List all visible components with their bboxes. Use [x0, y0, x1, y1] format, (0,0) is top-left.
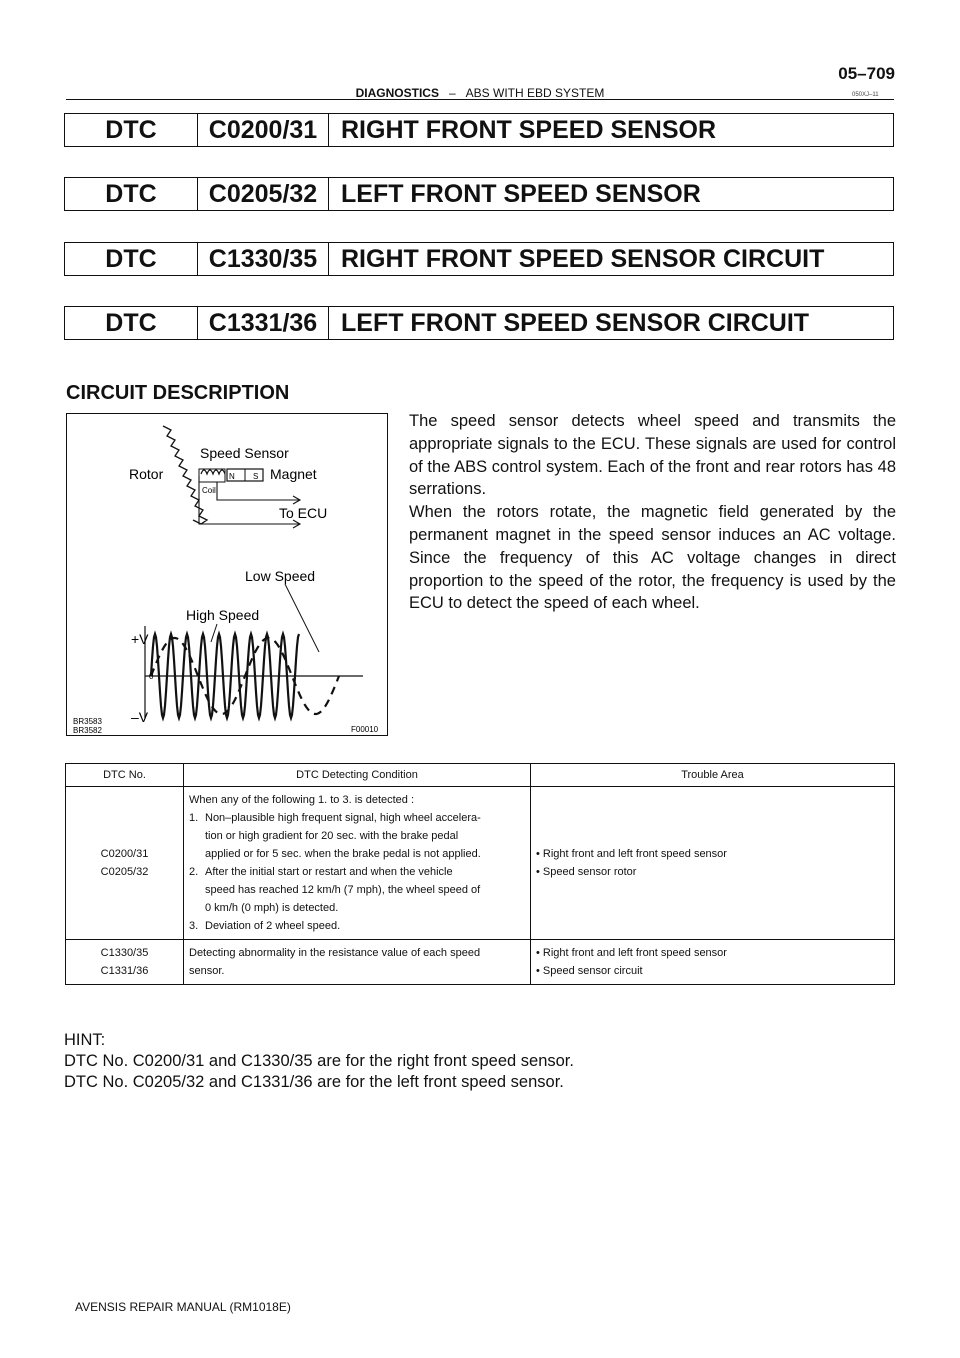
condition-text: Non–plausible high frequent signal, high wheel accelera-	[205, 812, 481, 824]
hint-line: DTC No. C0205/32 and C1331/36 are for the left front speed sensor.	[64, 1073, 564, 1091]
header-rule	[66, 99, 894, 100]
trouble-area-cell	[531, 787, 895, 940]
header-dtc-no: DTC No.	[66, 764, 184, 787]
dtc-title-box	[64, 306, 894, 340]
coil-label: Coil	[202, 486, 216, 495]
condition-text: sensor.	[189, 965, 225, 977]
to-ecu-label: To ECU	[279, 505, 328, 521]
condition-number: 2.	[189, 866, 199, 878]
footer-manual-title: AVENSIS REPAIR MANUAL (RM1018E)	[75, 1300, 291, 1314]
condition-text: After the initial start or restart and when the vehicle	[205, 866, 453, 878]
negative-voltage-label: –V	[131, 709, 149, 725]
figure-ref-2: BR3582	[73, 726, 102, 735]
table-row	[66, 787, 895, 940]
dtc-code: C1330/35	[198, 243, 329, 275]
description-paragraph: The speed sensor detects wheel speed and transmits the appropriate signals to the ECU. These signals are used for control of the ABS control system. Each of the front and rear rotors has 48 serrations.	[409, 412, 896, 499]
dtc-code: C1330/35	[100, 947, 149, 959]
condition-intro: When any of the following 1. to 3. is detected :	[189, 794, 415, 806]
condition-text: Detecting abnormality in the resistance value of each speed	[189, 947, 481, 959]
dtc-code: C0200/31	[198, 114, 329, 146]
condition-text: tion or high gradient for 20 sec. with the brake pedal	[205, 830, 459, 842]
positive-voltage-label: +V	[131, 631, 149, 647]
document-code: 050XJ–11	[852, 92, 879, 98]
page-number: 05–709	[838, 64, 895, 83]
condition-item	[189, 917, 525, 935]
zero-label: 0	[149, 672, 154, 681]
header-section: DIAGNOSTICS	[355, 86, 439, 100]
low-speed-label: Low Speed	[245, 568, 316, 584]
dtc-code: C0205/32	[198, 178, 329, 210]
speed-sensor-figure	[66, 413, 388, 736]
header-subsection: ABS WITH EBD SYSTEM	[465, 86, 605, 100]
hint-block	[64, 1030, 574, 1093]
dtc-code: C1331/36	[198, 307, 329, 339]
condition-text: speed has reached 12 km/h (7 mph), the wheel speed of	[205, 884, 481, 896]
dtc-label: DTC	[65, 114, 198, 146]
dtc-title-box	[64, 242, 894, 276]
dtc-codes-cell	[66, 787, 184, 940]
rotor-label: Rotor	[129, 466, 164, 482]
figure-ref-1: BR3583	[73, 717, 102, 726]
dtc-title-box	[64, 177, 894, 211]
magnet-label: Magnet	[270, 466, 317, 482]
description-paragraph: When the rotors rotate, the magnetic field generated by the permanent magnet in the speed sensor induces an AC voltage. Since the frequency of this AC voltage changes in direct proportion to the speed of the rotor, the frequency is used by the ECU to detect the speed of each wheel.	[409, 503, 896, 613]
condition-number: 1.	[189, 812, 199, 824]
dtc-code: C0200/31	[100, 848, 149, 860]
trouble-area-cell	[531, 940, 895, 985]
condition-item	[189, 809, 525, 827]
condition-cell	[184, 940, 531, 985]
trouble-area-item: • Right front and left front speed sensor	[536, 848, 727, 860]
dtc-title: LEFT FRONT SPEED SENSOR	[341, 179, 701, 208]
coil-icon	[201, 470, 225, 474]
condition-text: Deviation of 2 wheel speed.	[205, 920, 341, 932]
trouble-area-item: • Speed sensor rotor	[536, 866, 637, 878]
table-header-row	[66, 764, 895, 787]
hint-label: HINT:	[64, 1031, 106, 1049]
dtc-title: RIGHT FRONT SPEED SENSOR	[341, 115, 717, 144]
rotor-serration-icon	[163, 426, 207, 524]
dtc-code: C1331/36	[100, 965, 149, 977]
section-title: CIRCUIT DESCRIPTION	[66, 382, 290, 404]
header-separator: –	[448, 86, 456, 100]
hint-line: DTC No. C0200/31 and C1330/35 are for the right front speed sensor.	[64, 1052, 574, 1070]
south-pole-label: S	[253, 472, 259, 481]
dtc-title-box	[64, 113, 894, 147]
dtc-codes-cell	[66, 940, 184, 985]
header-detecting-condition: DTC Detecting Condition	[184, 764, 531, 787]
speed-sensor-diagram	[67, 414, 389, 737]
dtc-table	[65, 763, 895, 985]
header-trouble-area: Trouble Area	[531, 764, 895, 787]
running-header	[66, 86, 894, 100]
condition-text: applied or for 5 sec. when the brake pedal is not applied.	[205, 848, 481, 860]
high-speed-label: High Speed	[186, 607, 260, 623]
dtc-title: LEFT FRONT SPEED SENSOR CIRCUIT	[341, 308, 810, 337]
figure-id: F00010	[351, 725, 379, 734]
table-row	[66, 940, 895, 985]
condition-item	[189, 863, 525, 881]
condition-cell	[184, 787, 531, 940]
north-pole-label: N	[229, 472, 235, 481]
condition-text: 0 km/h (0 mph) is detected.	[205, 902, 339, 914]
trouble-area-item: • Right front and left front speed sensor	[536, 947, 727, 959]
dtc-title: RIGHT FRONT SPEED SENSOR CIRCUIT	[341, 244, 825, 273]
trouble-area-item: • Speed sensor circuit	[536, 965, 643, 977]
dtc-label: DTC	[65, 243, 198, 275]
circuit-description-text	[409, 410, 896, 615]
dtc-code: C0205/32	[100, 866, 149, 878]
condition-number: 3.	[189, 920, 199, 932]
speed-sensor-label: Speed Sensor	[200, 445, 289, 461]
dtc-label: DTC	[65, 178, 198, 210]
dtc-label: DTC	[65, 307, 198, 339]
